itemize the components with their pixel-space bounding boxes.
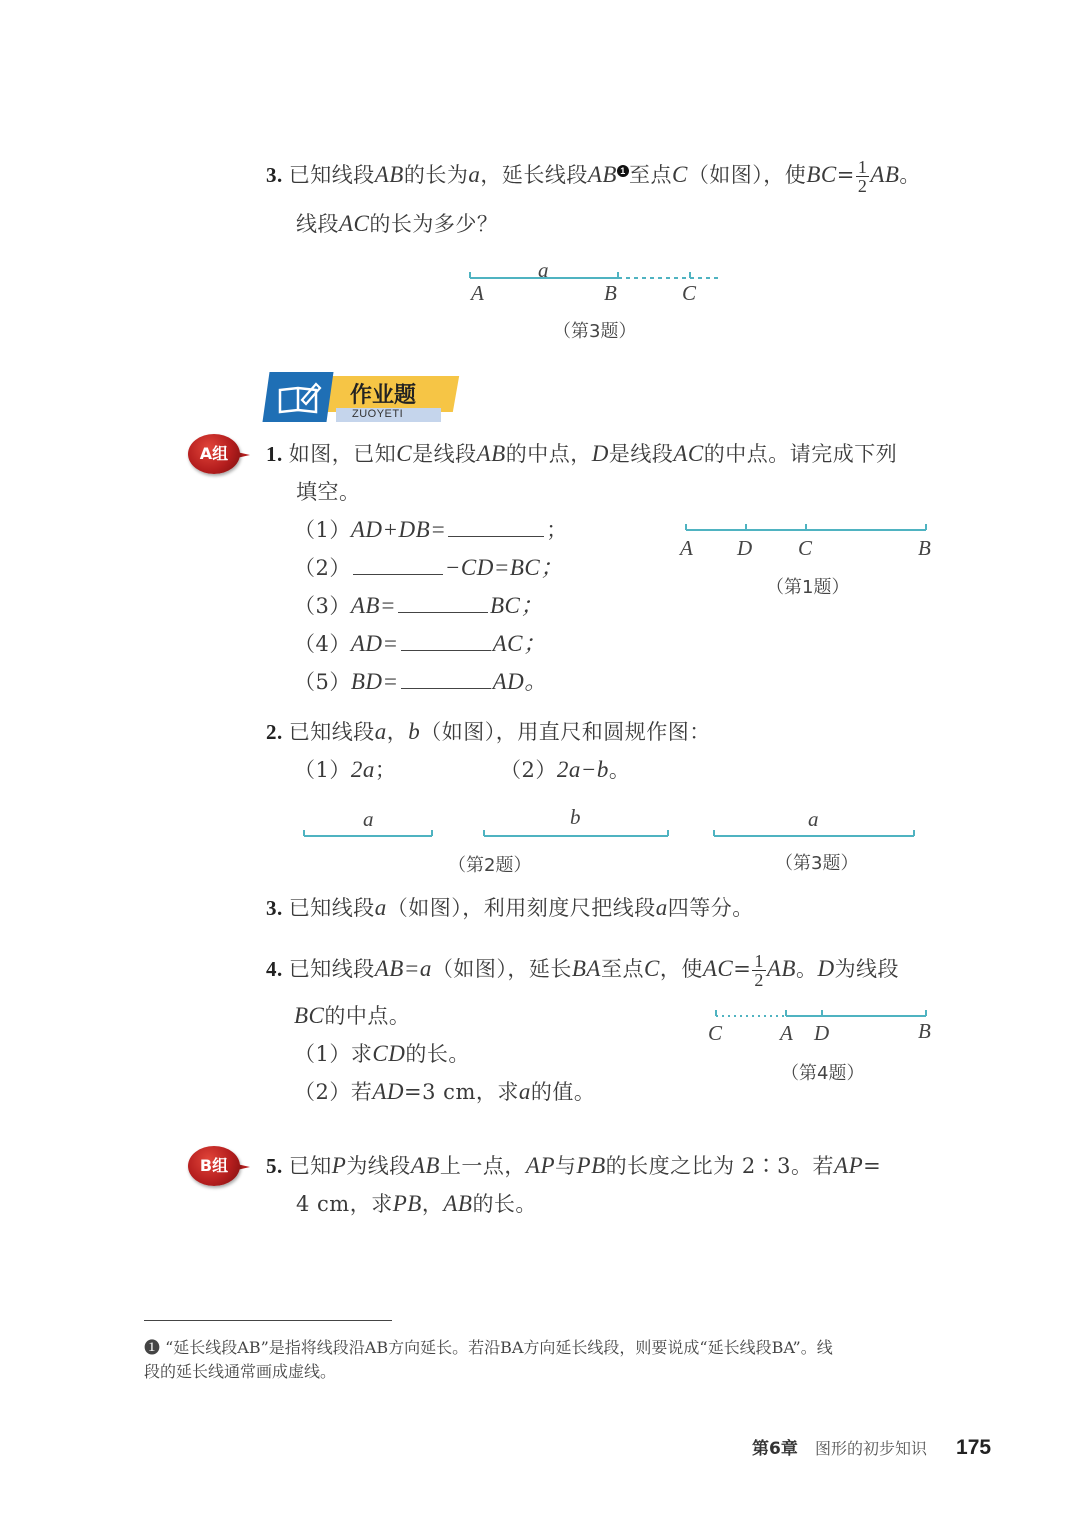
section-title: 作业题	[350, 383, 417, 408]
point-label-b: B	[918, 536, 931, 560]
footnote: ❶ “延长线段AB”是指将线段沿AB方向延长。若沿BA方向延长线段，则要说成“延长线段BA”。线 段的延长线通常画成虚线。	[144, 1338, 833, 1381]
chapter-number: 第6章	[752, 1439, 798, 1459]
question-4-line2: BC的中点。	[294, 1003, 411, 1028]
group-b-badge: B组	[188, 1146, 240, 1186]
section-subtitle: ZUOYETI	[352, 408, 404, 420]
q1-item-2: （2） −CD=BC；	[294, 555, 564, 580]
figure-caption-q2: （第2题）	[448, 855, 532, 876]
chapter-title: 图形的初步知识	[814, 1439, 927, 1458]
answer-blank[interactable]	[448, 516, 544, 537]
figure-caption: （第3题）	[553, 321, 637, 342]
q2-item-2: （2）2a−b。	[500, 757, 631, 782]
fraction-one-half: $\frac{1}{2}$	[754, 951, 764, 990]
q1-item-5: （5）BD= AD。	[294, 669, 548, 694]
question-1-line2: 填空。	[296, 480, 361, 504]
q2-q3-figure-segments	[300, 826, 920, 840]
q4-item-1: （1）求CD的长。	[294, 1041, 470, 1066]
point-label-d: D	[814, 1021, 830, 1045]
question-1-line1: 1. 如图，已知C是线段AB的中点，D是线段AC的中点。请完成下列	[266, 441, 898, 466]
point-label-c: C	[708, 1021, 723, 1045]
point-label-a: A	[680, 536, 693, 560]
segment-label-a-q3: a	[808, 807, 819, 831]
point-label-c: C	[798, 536, 813, 560]
answer-blank[interactable]	[398, 592, 488, 613]
q2-item-1: （1）2a；	[294, 757, 397, 782]
point-label-b: B	[604, 281, 617, 305]
footnote-marker-icon: ❶	[144, 1338, 161, 1357]
question-number: 3.	[266, 163, 283, 187]
answer-blank[interactable]	[401, 668, 491, 689]
page-footer	[752, 1434, 991, 1460]
answer-blank[interactable]	[401, 630, 491, 651]
q1-figure-segment	[680, 520, 936, 536]
q4-item-2: （2）若AD=3 cm，求a的值。	[294, 1079, 596, 1104]
homework-section-header	[266, 372, 456, 424]
group-a-badge: A组	[188, 434, 240, 474]
figure-caption: （第4题）	[781, 1063, 865, 1084]
page-number: 175	[956, 1436, 992, 1459]
q1-item-3: （3）AB= BC；	[294, 593, 544, 618]
book-pencil-icon	[276, 380, 322, 416]
question-4-line1: 4. 已知线段AB=a（如图），延长BA至点C，使AC= $\frac{1}{2}$ AB。D为线段	[266, 951, 900, 990]
point-label-a: A	[471, 281, 484, 305]
footnote-divider	[144, 1320, 392, 1321]
question-3: 3. 已知线段a（如图），利用刻度尺把线段a四等分。	[266, 895, 754, 920]
q1-item-4: （4）AD= AC；	[294, 631, 547, 656]
q4-figure-segment	[710, 1006, 934, 1022]
question-2-line1: 2. 已知线段a，b（如图），用直尺和圆规作图：	[266, 719, 711, 744]
answer-blank[interactable]	[353, 554, 443, 575]
segment-label-b: b	[570, 805, 581, 829]
figure-caption-q3: （第3题）	[775, 853, 859, 874]
point-label-b: B	[918, 1019, 931, 1043]
point-label-d: D	[737, 536, 753, 560]
question-5-line2: 4 cm，求PB，AB的长。	[296, 1191, 537, 1216]
intro-question-3-line2: 线段AC的长为多少？	[296, 211, 499, 236]
question-5-line1: 5. 已知P为线段AB上一点，AP与PB的长度之比为 2∶3。若AP=	[266, 1153, 882, 1178]
figure-caption: （第1题）	[766, 577, 850, 598]
q1-item-1: （1）AD+DB= ；	[294, 517, 568, 542]
label-a: a	[538, 258, 549, 282]
segment-label-a: a	[363, 807, 374, 831]
intro-question-3-line1: 3. 已知线段AB的长为a，延长线段AB 1 至点C（如图），使BC= $\frac{1}{2}$ AB。	[266, 157, 921, 196]
point-label-c: C	[682, 281, 697, 305]
point-label-a: A	[780, 1021, 793, 1045]
fraction-one-half: $\frac{1}{2}$	[857, 157, 868, 196]
footnote-marker: 1	[617, 165, 629, 177]
